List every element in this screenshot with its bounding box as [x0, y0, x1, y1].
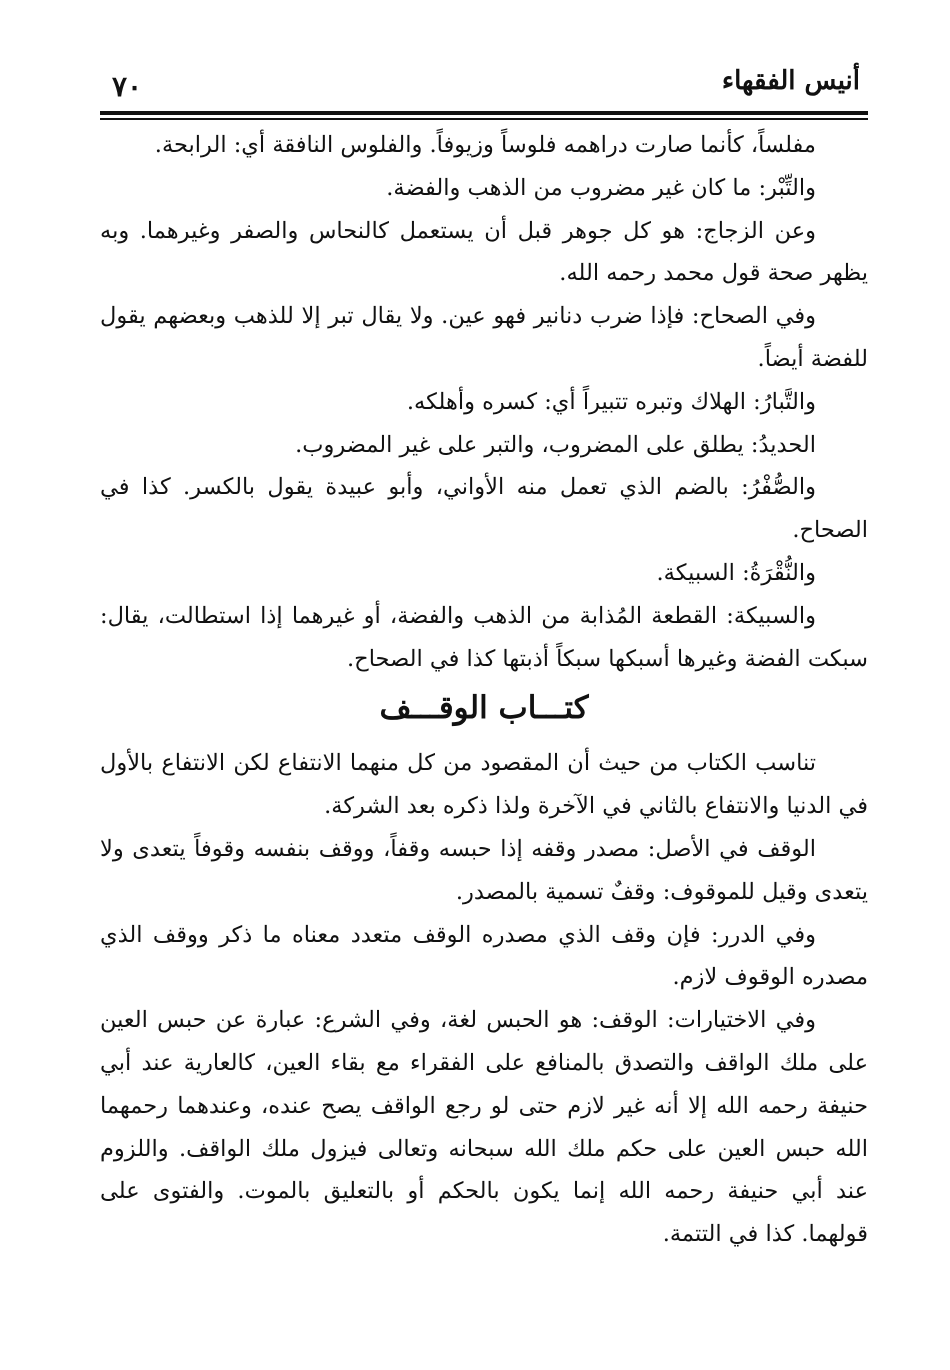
- paragraph: والتَّبارُ: الهلاك وتبره تتبيراً أي: كسره وأهلكه.: [406, 388, 816, 415]
- paragraph: وفي الصحاح: فإذا ضرب دنانير فهو عين. ولا يقال تبر إلا للذهب وبعضهم يقول للفضة أيضاً.: [100, 303, 868, 372]
- paragraph: والتِّبْر: ما كان غير مضروب من الذهب والفضة.: [386, 174, 816, 201]
- header-rule-thick: [100, 111, 868, 115]
- paragraph: والنُّقْرَةُ: السبيكة.: [656, 559, 816, 586]
- page-number: ٧٠: [112, 70, 143, 103]
- header-rule-thin: [100, 118, 868, 120]
- page-header: [100, 58, 860, 108]
- paragraph: والصُّفْرُ: بالضم الذي تعمل منه الأواني، وأبو عبيدة يقول بالكسر. كذا في الصحاح.: [100, 474, 868, 544]
- book-title: أنيس الفقهاء: [721, 66, 860, 96]
- paragraph: الحديدُ: يطلق على المضروب، والتبر على غير المضروب.: [295, 431, 816, 458]
- paragraph: وفي الدرر: فإن وقف الذي مصدره الوقف متعدد معناه ما ذكر ووقف الذي مصدره الوقوف لازم.: [100, 921, 868, 991]
- paragraph: تناسب الكتاب من حيث أن المقصود من كل منهما الانتفاع لكن الانتفاع بالأول في الدنيا والانتفاع بالثاني في الآخرة ولذا ذكره بعد الشركة.: [100, 750, 868, 820]
- paragraph: والسبيكة: القطعة المُذابة من الذهب والفضة، أو غيرهما إذا استطالت، يقال: سبكت الفضة وغيرها أسبكها سبكاً أذبتها كذا في الصحاح.: [100, 602, 868, 672]
- body-text: [100, 124, 868, 1256]
- paragraph: وعن الزجاج: هو كل جوهر قبل أن يستعمل كالنحاس والصفر وغيرهما. وبه يظهر صحة قول محمد رحمه الله.: [100, 217, 868, 287]
- paragraph: الوقف في الأصل: مصدر وقفه إذا حبسه وقفاً، ووقف بنفسه وقوفاً يتعدى ولا يتعدى وقيل للموقوف: وقفٌ تسمية بالمصدر.: [100, 835, 868, 905]
- paragraph: مفلساً، كأنما صارت دراهمه فلوساً وزيوفاً. والفلوس النافقة أي: الرابحة.: [154, 132, 816, 158]
- section-heading: كتـــاب الوقـــف: [379, 690, 589, 727]
- paragraph: وفي الاختيارات: الوقف: هو الحبس لغة، وفي الشرع: عبارة عن حبس العين على ملك الواقف والتصدق بالمنافع على الفقراء مع بقاء العين، كالعارية عند أبي حنيفة رحمه الله إلا أنه غير لازم حتى لو رجع الواقف يصح عنده، وعندهما رحمهما الله حبس العين على حكم ملك الله سبحانه وتعالى فيزول ملك الواقف. واللزوم عند أبي حنيفة رحمه الله إنما يكون بالحكم أو بالتعليق بالموت. والفتوى على قولهما. كذا في التتمة.: [100, 1007, 868, 1248]
